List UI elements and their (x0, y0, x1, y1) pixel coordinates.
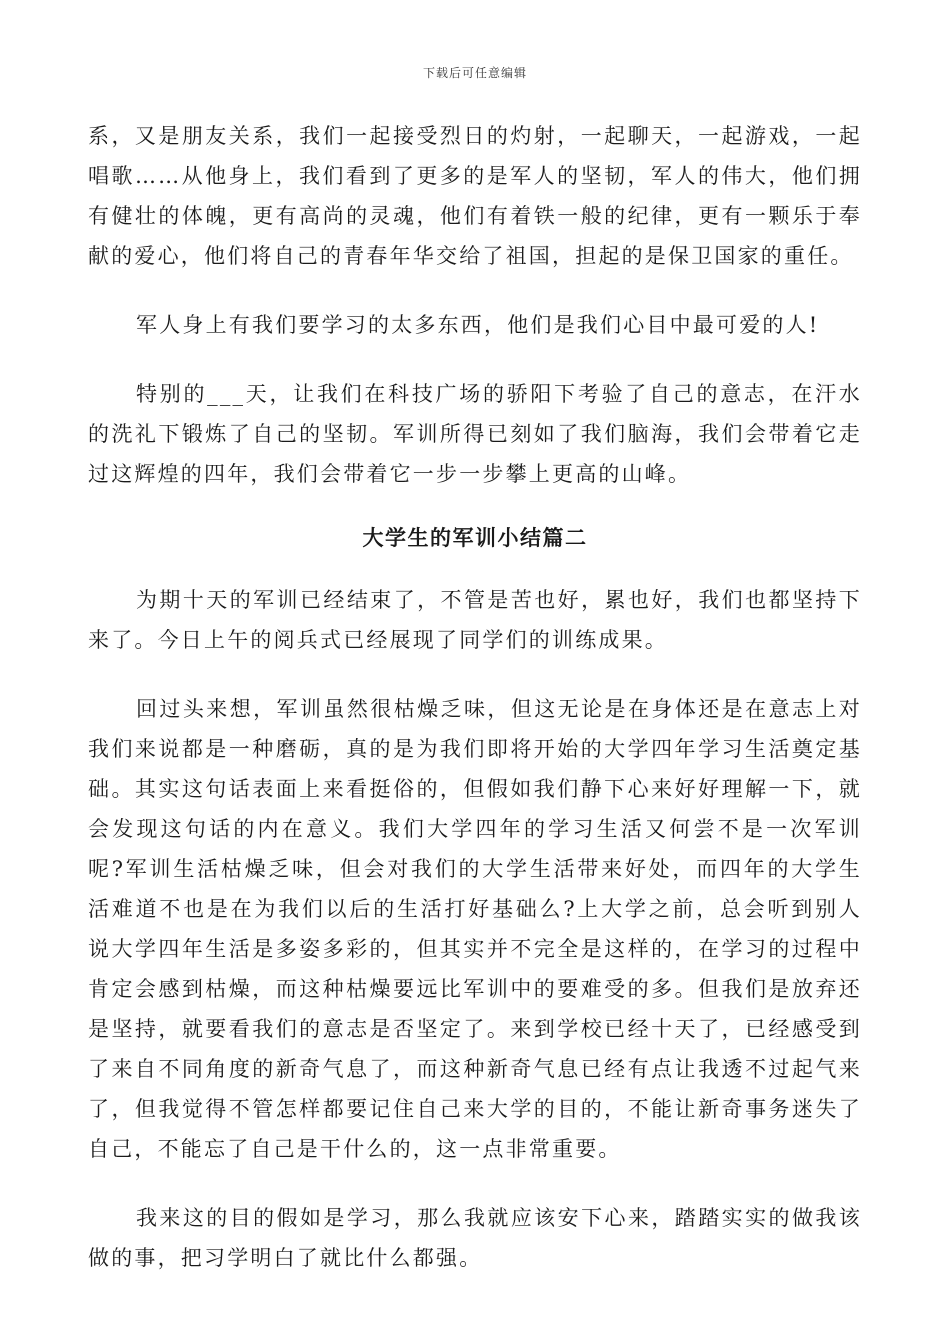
paragraph: 为期十天的军训已经结束了，不管是苦也好，累也好，我们也都坚持下来了。今日上午的阅兵式已经展现了同学们的训练成果。 (88, 588, 862, 652)
document-body (88, 116, 862, 1278)
section-title: 大学生的军训小结篇二 (362, 525, 588, 550)
paragraph-continued: 系，又是朋友关系，我们一起接受烈日的灼射，一起聊天，一起游戏，一起唱歌……从他身上，我们看到了更多的是军人的坚韧，军人的伟大，他们拥有健壮的体魄，更有高尚的灵魂，他们有着铁一般的纪律，更有一颗乐于奉献的爱心，他们将自己的青春年华交给了祖国，担起的是保卫国家的重任。 (88, 124, 862, 268)
page-header: 下载后可任意编辑 (422, 66, 527, 80)
paragraph: 军人身上有我们要学习的太多东西，他们是我们心目中最可爱的人! (136, 313, 820, 337)
paragraph: 特别的___天，让我们在科技广场的骄阳下考验了自己的意志，在汗水的洗礼下锻炼了自己的坚韧。军训所得已刻如了我们脑海，我们会带着它走过这辉煌的四年，我们会带着它一步一步攀上更高的山峰。 (88, 382, 862, 486)
paragraph: 回过头来想，军训虽然很枯燥乏味，但这无论是在身体还是在意志上对我们来说都是一种磨砺，真的是为我们即将开始的大学四年学习生活奠定基础。其实这句话表面上来看挺俗的，但假如我们静下心来好好理解一下，就会发现这句话的内在意义。我们大学四年的学习生活又何尝不是一次军训呢?军训生活枯燥乏味，但会对我们的大学生活带来好处，而四年的大学生活难道不也是在为我们以后的生活打好基础么?上大学之前，总会听到别人说大学四年生活是多姿多彩的，但其实并不完全是这样的，在学习的过程中肯定会感到枯燥，而这种枯燥要远比军训中的要难受的多。但我们是放弃还是坚持，就要看我们的意志是否坚定了。来到学校已经十天了，已经感受到了来自不同角度的新奇气息了，而这种新奇气息已经有点让我透不过起气来了，但我觉得不管怎样都要记住自己来大学的目的，不能让新奇事务迷失了自己，不能忘了自己是干什么的，这一点非常重要。 (88, 697, 862, 1161)
paragraph: 我来这的目的假如是学习，那么我就应该安下心来，踏踏实实的做我该做的事，把习学明白了就比什么都强。 (88, 1206, 862, 1270)
